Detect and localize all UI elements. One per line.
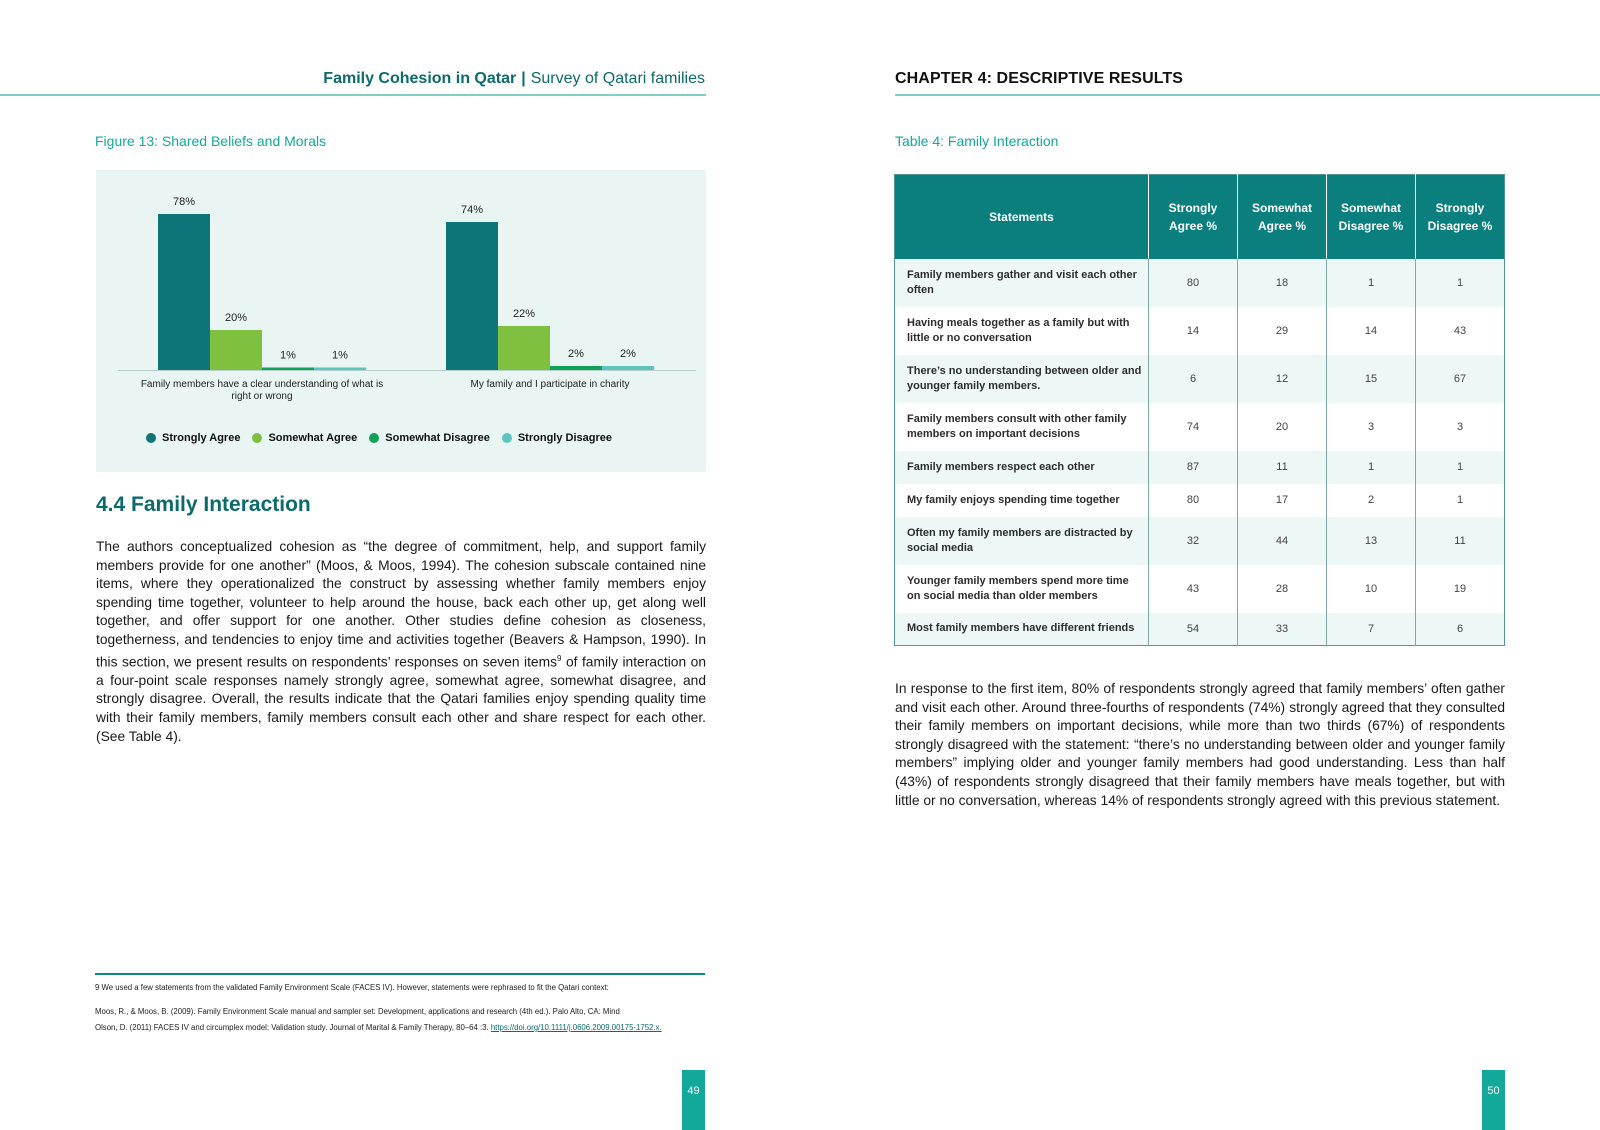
category-label: My family and I participate in charity — [470, 379, 630, 390]
legend-label: Somewhat Agree — [268, 432, 358, 444]
value-cell: 28 — [1238, 565, 1327, 613]
statement-cell: My family enjoys spending time together — [895, 484, 1149, 517]
legend-swatch-strongly-disagree — [502, 433, 512, 443]
value-cell: 1 — [1327, 451, 1416, 484]
bar-somewhat-disagree — [262, 368, 314, 371]
data-label: 20% — [224, 312, 248, 324]
category-label: Family members have a clear understanding of what is — [140, 379, 384, 390]
table-row — [895, 613, 1505, 646]
bar-strongly-agree — [158, 214, 210, 370]
value-cell: 6 — [1149, 355, 1238, 403]
value-cell: 1 — [1327, 259, 1416, 307]
column-header: Strongly Disagree % — [1416, 175, 1505, 259]
bar-somewhat-disagree — [550, 366, 602, 370]
value-cell: 17 — [1238, 484, 1327, 517]
bar-strongly-disagree — [602, 366, 654, 370]
statement-cell: Often my family members are distracted by social media — [895, 517, 1149, 565]
value-cell: 43 — [1416, 307, 1505, 355]
statement-cell: Family members respect each other — [895, 451, 1149, 484]
value-cell: 14 — [1149, 307, 1238, 355]
value-cell: 3 — [1416, 403, 1505, 451]
legend-label: Strongly Agree — [162, 432, 241, 444]
value-cell: 11 — [1416, 517, 1505, 565]
header-rule-left — [0, 94, 706, 96]
value-cell: 13 — [1327, 517, 1416, 565]
value-cell: 43 — [1149, 565, 1238, 613]
legend-swatch-somewhat-agree — [252, 433, 262, 443]
data-label: 22% — [512, 308, 536, 320]
bar-chart-canvas — [96, 170, 706, 470]
value-cell: 67 — [1416, 355, 1505, 403]
value-cell: 87 — [1149, 451, 1238, 484]
data-label: 2% — [620, 348, 636, 360]
statement-cell: Family members consult with other family members on important decisions — [895, 403, 1149, 451]
legend-item — [369, 432, 490, 444]
column-header: Somewhat Agree % — [1238, 175, 1327, 259]
value-cell: 19 — [1416, 565, 1505, 613]
legend-item — [252, 432, 357, 444]
value-cell: 6 — [1416, 613, 1505, 646]
table-row — [895, 517, 1505, 565]
data-label: 78% — [172, 196, 196, 208]
footnote-1: 9 We used a few statements from the validated Family Environment Scale (FACES IV). However, statements were rephrased to fit the Qatari context: — [95, 983, 609, 992]
header-separator: | — [521, 70, 526, 87]
legend-swatch-somewhat-disagree — [369, 433, 379, 443]
value-cell: 2 — [1327, 484, 1416, 517]
value-cell: 14 — [1327, 307, 1416, 355]
value-cell: 1 — [1416, 259, 1505, 307]
footnote-reference-olson — [95, 1023, 710, 1032]
bar-somewhat-agree — [498, 326, 550, 370]
report-subtitle: Survey of Qatari families — [530, 70, 705, 87]
paragraph-text-cont: of family interaction on a four-point scale responses namely strongly agree, somewhat agree, somewhat disagree, and strongly disagree. Overall, the results indicate that the Qatari families enjoy spending quality time with their family members, family members consult each other and share respect for each other. (See Table 4). — [96, 654, 706, 744]
value-cell: 15 — [1327, 355, 1416, 403]
value-cell: 1 — [1416, 484, 1505, 517]
legend-swatch-strongly-agree — [146, 433, 156, 443]
data-label: 1% — [332, 349, 348, 362]
footnote-text: Olson, D. (2011) FACES IV and circumplex model: Validation study. Journal of Marital & Family Therapy, 80–64 :3. — [95, 1023, 491, 1032]
paragraph-text: The authors conceptualized cohesion as “the degree of commitment, help, and support family members provide for one another” (Moos, & Moos, 1994). The cohesion subscale contained nine items, where they operationalized the construct by assessing whether family members enjoy spending time together, volunteer to help around the house, back each other up, get along well together, and offer support for one another. Other studies define cohesion as closeness, togetherness, and tendencies to enjoy time and activities together (Beavers & Hampson, 1990). In this section, we present results on respondents’ responses on seven items — [96, 539, 706, 670]
report-title: Family Cohesion in Qatar — [323, 70, 517, 87]
section-heading: 4.4 Family Interaction — [96, 493, 311, 516]
table-row — [895, 565, 1505, 613]
body-paragraph — [96, 538, 706, 746]
bar-somewhat-agree — [210, 330, 262, 370]
value-cell: 44 — [1238, 517, 1327, 565]
value-cell: 12 — [1238, 355, 1327, 403]
value-cell: 18 — [1238, 259, 1327, 307]
value-cell: 32 — [1149, 517, 1238, 565]
family-interaction-table — [894, 174, 1505, 646]
statement-cell: There’s no understanding between older and younger family members. — [895, 355, 1149, 403]
footnote-reference[interactable]: 9 — [556, 653, 562, 663]
table-row — [895, 484, 1505, 517]
legend-label: Somewhat Disagree — [385, 432, 490, 444]
bar-strongly-agree — [446, 222, 498, 370]
column-header: Strongly Agree % — [1149, 175, 1238, 259]
page-number-left: 49 — [682, 1070, 705, 1130]
value-cell: 33 — [1238, 613, 1327, 646]
chart-legend — [146, 432, 612, 444]
bar-chart — [96, 170, 706, 472]
table-row — [895, 355, 1505, 403]
statement-cell: Family members gather and visit each other often — [895, 259, 1149, 307]
table-row — [895, 307, 1505, 355]
table-caption: Table 4: Family Interaction — [895, 133, 1059, 149]
value-cell: 10 — [1327, 565, 1416, 613]
value-cell: 54 — [1149, 613, 1238, 646]
legend-item — [502, 432, 612, 444]
doi-link[interactable]: https://doi.org/10.1111/j.0606.2009.00175-1752.x. — [490, 1023, 662, 1032]
data-label: 74% — [460, 204, 484, 216]
value-cell: 11 — [1238, 451, 1327, 484]
figure-caption: Figure 13: Shared Beliefs and Morals — [95, 133, 327, 149]
chapter-title: CHAPTER 4: DESCRIPTIVE RESULTS — [895, 70, 1184, 87]
running-header-left — [323, 70, 705, 88]
legend-item — [146, 432, 240, 444]
table-row — [895, 451, 1505, 484]
value-cell: 3 — [1327, 403, 1416, 451]
page-number-right: 50 — [1482, 1070, 1505, 1130]
data-label: 2% — [568, 348, 584, 360]
data-label: 1% — [280, 349, 296, 362]
results-paragraph: In response to the first item, 80% of respondents strongly agreed that family members’ often gather and visit each other. Around three-fourths of respondents (74%) strongly agreed that they consulted their family members on important decisions, while more than two thirds (67%) of respondents strongly disagreed with the statement: “there’s no understanding between older and younger family members” implying older and younger family members had good understanding. Less than half (43%) of respondents strongly disagreed that their family members have meals together, but with little or no conversation, whereas 14% of respondents strongly agreed with this previous statement. — [895, 681, 1505, 808]
value-cell: 20 — [1238, 403, 1327, 451]
statement-cell: Having meals together as a family but with little or no conversation — [895, 307, 1149, 355]
value-cell: 29 — [1238, 307, 1327, 355]
table-row — [895, 403, 1505, 451]
value-cell: 1 — [1416, 451, 1505, 484]
column-header: Statements — [895, 175, 1149, 259]
table-row — [895, 259, 1505, 307]
bar-strongly-disagree — [314, 368, 366, 371]
value-cell: 80 — [1149, 259, 1238, 307]
footnote-reference-moos: Moos, R., & Moos, B. (2009). Family Environment Scale manual and sampler set: Development, applications and research (4th ed.). Palo Alto, CA: Mind — [95, 1007, 620, 1016]
value-cell: 80 — [1149, 484, 1238, 517]
column-header: Somewhat Disagree % — [1327, 175, 1416, 259]
statement-cell: Most family members have different friends — [895, 613, 1149, 646]
footnote-rule — [95, 973, 705, 975]
table-header-row — [895, 175, 1505, 259]
legend-label: Strongly Disagree — [517, 432, 612, 444]
statement-cell: Younger family members spend more time on social media than older members — [895, 565, 1149, 613]
value-cell: 7 — [1327, 613, 1416, 646]
value-cell: 74 — [1149, 403, 1238, 451]
header-rule-right — [895, 94, 1600, 96]
category-label: right or wrong — [231, 391, 293, 402]
